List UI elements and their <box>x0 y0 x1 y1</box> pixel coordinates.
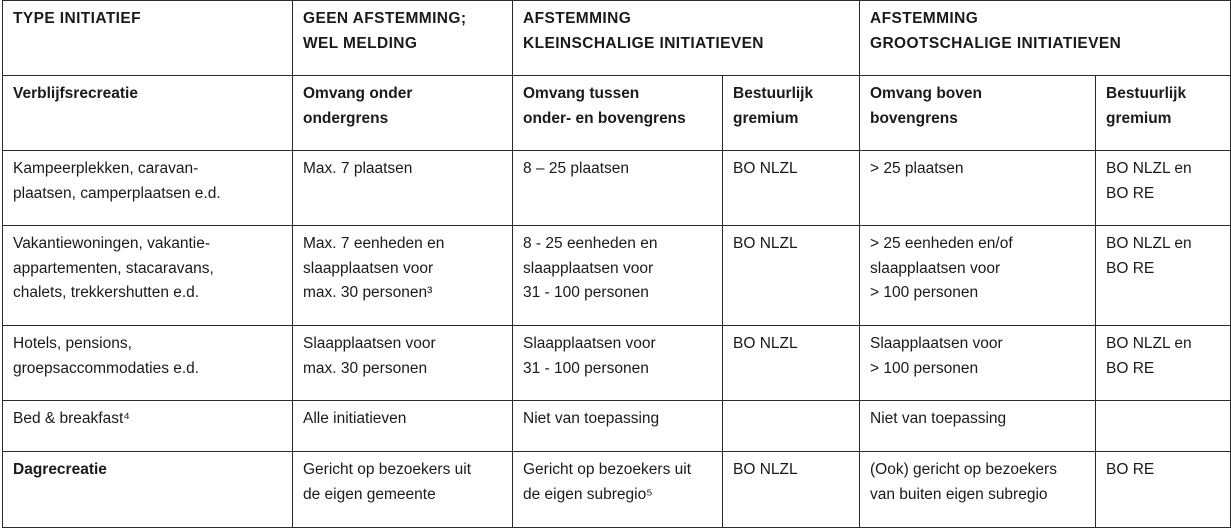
cell-klein: Niet van toepassing <box>513 401 723 452</box>
cell-type: Vakantiewoningen, vakantie- appartementen, stacaravans, chalets, trekkershutten e.d. <box>3 226 293 326</box>
cell-groot: (Ook) gericht op bezoekers van buiten eigen subregio <box>860 452 1096 528</box>
subheader-body-small: Bestuurlijk gremium <box>723 76 860 151</box>
initiatives-table <box>2 0 1231 528</box>
cell-melding: Slaapplaatsen voor max. 30 personen <box>293 326 513 401</box>
header-kleinschalig: AFSTEMMING KLEINSCHALIGE INITIATIEVEN <box>513 1 860 76</box>
cell-groot-gremium: BO NLZL en BO RE <box>1096 326 1231 401</box>
header-type-initiatief: TYPE INITIATIEF <box>3 1 293 76</box>
cell-klein: Slaapplaatsen voor 31 - 100 personen <box>513 326 723 401</box>
cell-melding: Max. 7 eenheden en slaapplaatsen voor max. 30 personen³ <box>293 226 513 326</box>
cell-groot-gremium: BO NLZL en BO RE <box>1096 151 1231 226</box>
cell-klein-gremium: BO NLZL <box>723 226 860 326</box>
cell-klein: Gericht op bezoekers uit de eigen subregio⁵ <box>513 452 723 528</box>
cell-type: Bed & breakfast⁴ <box>3 401 293 452</box>
cell-melding: Max. 7 plaatsen <box>293 151 513 226</box>
cell-melding: Alle initiatieven <box>293 401 513 452</box>
subheader-body-large: Bestuurlijk gremium <box>1096 76 1231 151</box>
table-row <box>3 151 1231 226</box>
table-row <box>3 226 1231 326</box>
table-header-row <box>3 1 1231 76</box>
cell-klein: 8 - 25 eenheden en slaapplaatsen voor 31 - 100 personen <box>513 226 723 326</box>
header-geen-afstemming: GEEN AFSTEMMING; WEL MELDING <box>293 1 513 76</box>
cell-klein-gremium: BO NLZL <box>723 326 860 401</box>
cell-klein-gremium: BO NLZL <box>723 151 860 226</box>
cell-melding: Gericht op bezoekers uit de eigen gemeente <box>293 452 513 528</box>
header-grootschalig: AFSTEMMING GROOTSCHALIGE INITIATIEVEN <box>860 1 1231 76</box>
cell-groot-gremium: BO RE <box>1096 452 1231 528</box>
subheader-between-thresholds: Omvang tussen onder- en bovengrens <box>513 76 723 151</box>
cell-klein: 8 – 25 plaatsen <box>513 151 723 226</box>
subheader-below-threshold: Omvang onder ondergrens <box>293 76 513 151</box>
cell-type: Hotels, pensions, groepsaccommodaties e.d. <box>3 326 293 401</box>
table-row <box>3 452 1231 528</box>
table-row <box>3 401 1231 452</box>
table-row <box>3 326 1231 401</box>
subheader-category: Verblijfsrecreatie <box>3 76 293 151</box>
cell-type: Kampeerplekken, caravan- plaatsen, camperplaatsen e.d. <box>3 151 293 226</box>
subheader-above-threshold: Omvang boven bovengrens <box>860 76 1096 151</box>
cell-groot: > 25 eenheden en/of slaapplaatsen voor > 100 personen <box>860 226 1096 326</box>
cell-groot: > 25 plaatsen <box>860 151 1096 226</box>
cell-groot-gremium <box>1096 401 1231 452</box>
cell-groot-gremium: BO NLZL en BO RE <box>1096 226 1231 326</box>
cell-klein-gremium: BO NLZL <box>723 452 860 528</box>
cell-type: Dagrecreatie <box>3 452 293 528</box>
cell-groot: Niet van toepassing <box>860 401 1096 452</box>
table-subheader-row <box>3 76 1231 151</box>
cell-klein-gremium <box>723 401 860 452</box>
cell-groot: Slaapplaatsen voor > 100 personen <box>860 326 1096 401</box>
